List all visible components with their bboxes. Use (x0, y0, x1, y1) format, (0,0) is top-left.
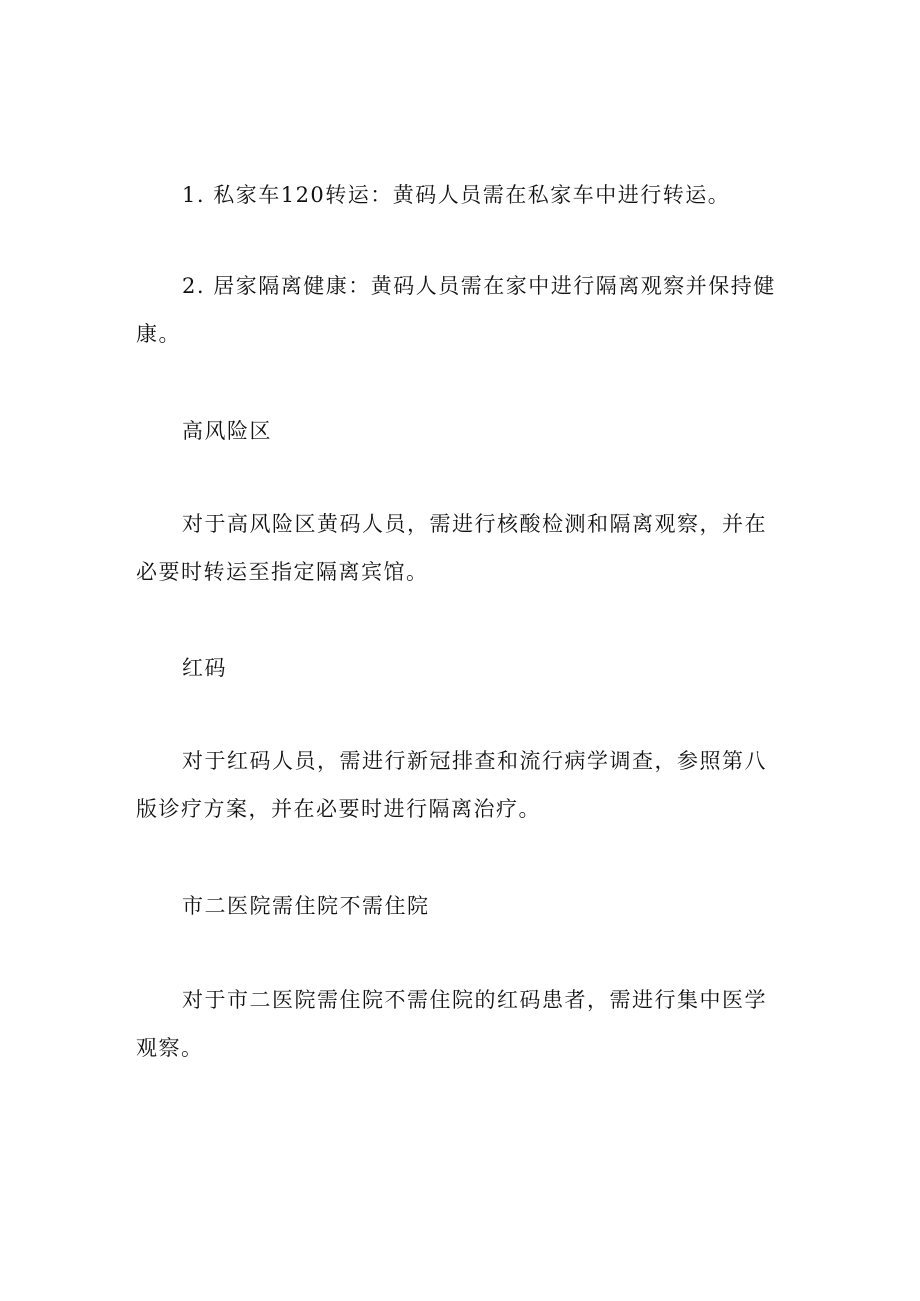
paragraph-private-car-transfer: 1. 私家车120转运：黄码人员需在私家车中进行转运。 (182, 183, 731, 207)
heading-high-risk-area: 高风险区 (182, 419, 272, 443)
paragraph-red-code-procedure: 对于红码人员，需进行新冠排查和流行病学调查，参照第八版诊疗方案，并在必要时进行隔离治疗。 (136, 749, 767, 821)
paragraph-high-risk-yellow-code: 对于高风险区黄码人员，需进行核酸检测和隔离观察，并在必要时转运至指定隔离宾馆。 (136, 512, 767, 584)
paragraph-home-isolation: 2. 居家隔离健康：黄码人员需在家中进行隔离观察并保持健康。 (136, 274, 776, 346)
heading-second-city-hospital: 市二医院需住院不需住院 (182, 894, 430, 918)
heading-red-code: 红码 (182, 656, 227, 680)
paragraph-hospital-red-code-patients: 对于市二医院需住院不需住院的红码患者，需进行集中医学观察。 (136, 988, 767, 1060)
